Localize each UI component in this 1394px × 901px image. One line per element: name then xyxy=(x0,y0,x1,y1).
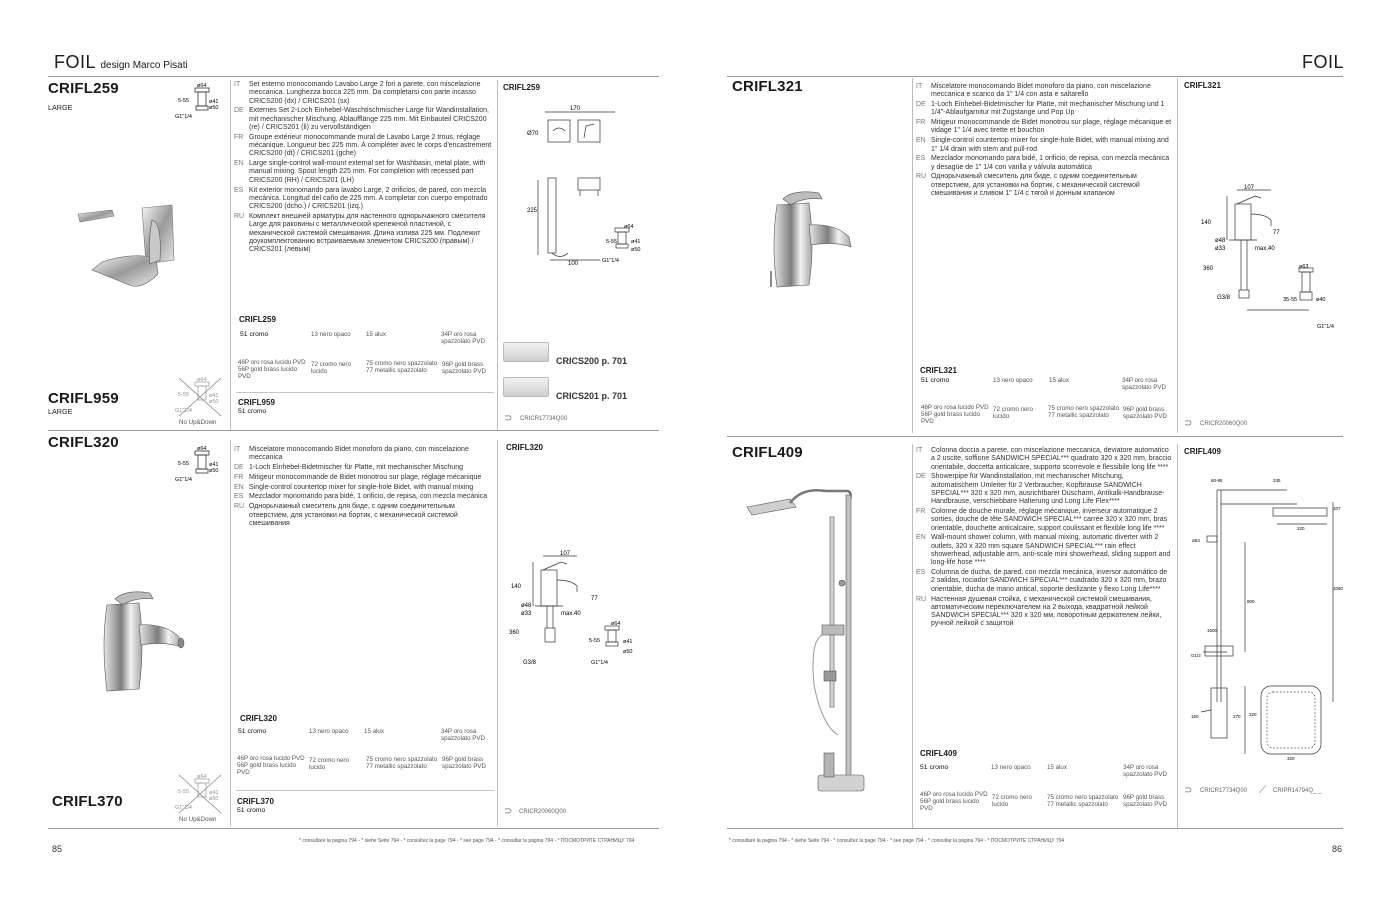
svg-text:G1"1/4: G1"1/4 xyxy=(175,114,192,120)
finish-nero-opaco: 13 nero opaco xyxy=(309,728,349,735)
svg-text:100: 100 xyxy=(568,261,579,267)
svg-text:G1"1/4: G1"1/4 xyxy=(591,660,608,666)
finish-cromo-nero-spazzolato: 75 cromo nero spazzolato 77 metallic spazzolato xyxy=(1047,794,1119,808)
hose-icon: ⊃ xyxy=(504,413,513,424)
description-list xyxy=(916,447,1173,630)
finish-cromo-nero-lucido: 72 cromo nero lucido xyxy=(309,757,349,771)
description-es: ES Mezclador monomando para bidé, 1 orificio, de repisa, con mezcla mecánica y desagüe de 1" 1/4 con varilla y válvula automática xyxy=(916,155,1170,171)
finish-cromo-nero-lucido: 72 cromo nero lucido xyxy=(993,406,1033,420)
description-de: DE 1-Loch Einhebel-Bidetmischer für Platte, mit mechanischer Mischung und 1 1/4"-Ablaufgarnitur mit Zugstange und Pop Up xyxy=(916,101,1165,117)
drawing-code: CRIFL321 xyxy=(1184,81,1221,90)
svg-text:ø50: ø50 xyxy=(209,796,219,802)
svg-text:ø41: ø41 xyxy=(631,239,641,245)
svg-text:107: 107 xyxy=(1244,185,1255,191)
section-rule xyxy=(727,436,1343,437)
svg-text:107: 107 xyxy=(560,551,571,557)
finish-alux: 15 alux xyxy=(366,331,386,338)
hose-icon: ⊃ xyxy=(1184,785,1193,796)
footnote: * consultare la pagina 794 - * siehe Seite 794 - * consultez la page 794 - * see page 794 - * consultar la página 794 - * ПОСМОТРИТЕ СТРАНИЦУ 794 xyxy=(729,838,1065,844)
svg-text:360: 360 xyxy=(509,630,520,636)
finish-code: CRIFL320 xyxy=(240,714,277,723)
finish-oro-rosa-lucido: 46P oro rosa lucido PVD 56P gold brass lucido PVD xyxy=(238,359,306,380)
svg-text:max.40: max.40 xyxy=(561,611,581,617)
svg-text:G1"1/4: G1"1/4 xyxy=(602,258,619,264)
header-rule xyxy=(48,76,659,77)
description-es: ES Columna de ducha, de pared, con mezcla mecánica, inversor automático de 2 salidas, rociador SANDWICH SPECIAL*** cuadrado 320 x 320 mm, brazo orientable, ducha de mano antical, soporte deslizante y flexo Long Life**** xyxy=(916,569,1168,593)
product-code: CRIFL321 xyxy=(732,78,803,95)
finish-oro-rosa-spazzolato: 34P oro rosa spazzolato PVD xyxy=(441,331,486,345)
description-fr: FR Mitigeur monocommande de Bidet monotrou sur plage, réglage mécanique xyxy=(234,473,482,481)
svg-text:Ø70: Ø70 xyxy=(527,131,539,137)
description-en: EN Single-control countertop mixer for single-hole Bidet, with manual mixing xyxy=(234,483,474,491)
finish-oro-rosa-lucido: 46P oro rosa lucido PVD 56P gold brass lucido PVD xyxy=(921,404,989,425)
description-en: EN Large single-control wall-mount external set for Washbasin, metal plate, with manual mixing. Spout length 225 mm. For completion with recessed part CRICS200 (RH) / CRICS201 (LH) xyxy=(234,160,486,184)
description-en: EN Single-control countertop mixer for single-hole Bidet, with manual mixing and 1" 1/4 drain with stem and pull-rod xyxy=(916,137,1169,153)
finish-code-2: CRIFL959 xyxy=(238,398,275,407)
finish-rule xyxy=(236,790,494,791)
product-code-2: CRIFL370 xyxy=(52,793,123,810)
svg-text:ø48: ø48 xyxy=(521,603,532,609)
column-divider xyxy=(497,440,498,826)
description-en: EN Wall-mount shower column, with manual mixing, automatic diverter with 2 outlets, 320 x 320 mm square SANDWICH SPECIAL*** rain effect showerhead, adjustable arm, anti-scale mini showerhead, sliding support and long-life hose **** xyxy=(916,534,1171,567)
description-es: ES Kit exterior monomando para lavabo Large, 2 orificios, de pared, con mezcla mecánica. Longitud del caño de 225 mm. A completar con cuerpo empotrado CRICS200 (dcho.) / CRICS201 (izq.) xyxy=(234,186,488,211)
finish-gold-brass-spazzolato: 96P gold brass spazzolato PVD xyxy=(1123,794,1168,808)
finish-gold-brass-spazzolato: 96P gold brass spazzolato PVD xyxy=(442,361,487,375)
svg-text:ø33: ø33 xyxy=(521,611,532,617)
header xyxy=(54,52,188,73)
column-divider xyxy=(230,440,231,826)
finish-code-2-value: 51 cromo xyxy=(237,807,266,814)
description-it: IT Set esterno monocomando Lavabo Large 2 fori a parete, con miscelazione meccanica. Lunghezza bocca 225 mm. Da completarsi con parte incasso CRICS200 (dx) / CRICS201 (sx) xyxy=(234,81,481,105)
drawing-code: CRIFL409 xyxy=(1184,447,1221,456)
column-divider xyxy=(1177,78,1178,433)
finish-cromo-nero-spazzolato: 75 cromo nero spazzolato 77 metallic spazzolato xyxy=(366,756,438,770)
svg-text:320: 320 xyxy=(1287,756,1295,761)
description-ru: RU Настенная душевая стойка, с механической системой смешивания, автоматическим переключателем на 2 выхода, квадратной лейкой SANDWICH SPECIAL*** 320 х 320 мм, поворотным держателем лейки, ручной лейкой с защитой xyxy=(916,595,1162,628)
svg-text:ø64: ø64 xyxy=(197,83,207,89)
svg-text:ø64: ø64 xyxy=(197,774,207,780)
header-subtitle: design Marco Pisati xyxy=(100,60,188,71)
finish-nero-opaco: 13 nero opaco xyxy=(311,331,351,338)
svg-text:360: 360 xyxy=(1203,266,1214,272)
footer-rule xyxy=(48,828,659,829)
finish-gold-brass-spazzolato: 96P gold brass spazzolato PVD xyxy=(442,756,487,770)
svg-text:ø41: ø41 xyxy=(209,99,219,105)
finish-cromo: 51 cromo xyxy=(238,728,267,735)
svg-text:5-55: 5-55 xyxy=(178,392,190,398)
description-es: ES Mezclador monomando para bidé, 1 orificio, de repisa, con mezcla mecánica xyxy=(234,493,488,501)
spare-part-ref: CRICR17734Q00 xyxy=(1200,788,1248,794)
description-it: IT Miscelatore monocomando Bidet monoforo da piano, con miscelazione meccanica xyxy=(234,446,469,462)
finish-oro-rosa-lucido: 46P oro rosa lucido PVD 56P gold brass lucido PVD xyxy=(237,755,305,776)
product-photo xyxy=(767,185,867,295)
finish-oro-rosa-lucido: 46P oro rosa lucido PVD 56P gold brass lucido PVD xyxy=(920,791,988,812)
hose-icon: ⊃ xyxy=(504,806,513,817)
description-ru: RU Комплект внешней арматуры для настенного однорычажного смесителя Large для раковины с металлической крепежной пластиной, с механической системой смешивания. Длина излива 225 мм. Подлежит доукомплектованию встраиваемым элементом CRICS200 (правым) / CRICS201 (левым) xyxy=(234,212,486,254)
svg-text:ø50: ø50 xyxy=(209,399,219,405)
description-it: IT Miscelatore monocomando Bidet monoforo da piano, con miscelazione meccanica e scarico da 1" 1/4 con asta e saltarello xyxy=(916,83,1151,99)
finish-nero-opaco: 13 nero opaco xyxy=(993,377,1033,384)
finish-oro-rosa-spazzolato: 34P oro rosa spazzolato PVD xyxy=(1123,764,1168,778)
svg-text:ø50: ø50 xyxy=(631,247,641,253)
svg-text:ø41: ø41 xyxy=(209,790,219,796)
svg-text:ø48: ø48 xyxy=(1215,238,1226,244)
no-updown-label: No Up&Down xyxy=(179,419,217,426)
description-de: DE Externes Set 2-Loch Einhebel-Waschtischmischer Large für Wandinstallation, mit mechanischer Mischung. Ablaufflänge 225 mm. Mit Einbauteil CRICS200 (re) / CRICS201 (li) zu vervollständigen xyxy=(234,107,489,131)
svg-text:G1"1/4: G1"1/4 xyxy=(175,805,192,811)
page-number: 85 xyxy=(52,844,63,854)
svg-text:5-55: 5-55 xyxy=(589,638,601,644)
finish-nero-opaco: 13 nero opaco xyxy=(991,764,1031,771)
description-de: DE 1-Loch Einhebel-Bidetmischer für Platte, mit mechanischer Mischung xyxy=(234,464,463,472)
header-title: FOIL xyxy=(1302,52,1345,72)
waste-drawing-crossed xyxy=(175,376,225,418)
finish-cromo: 51 cromo xyxy=(921,377,950,384)
svg-text:5-55: 5-55 xyxy=(606,239,618,245)
svg-text:ø50: ø50 xyxy=(209,105,219,111)
recessed-part-image xyxy=(503,342,549,362)
column-divider xyxy=(1177,444,1178,828)
svg-text:ø41: ø41 xyxy=(209,462,219,468)
svg-text:G1"1/4: G1"1/4 xyxy=(1317,324,1334,330)
drawing-code: CRIFL259 xyxy=(503,83,540,92)
spare-part-ref: CRICR20060Q00 xyxy=(519,809,567,815)
finish-cromo-nero-spazzolato: 75 cromo nero spazzolato 77 metallic spazzolato xyxy=(366,360,438,374)
svg-text:35-55: 35-55 xyxy=(1283,297,1298,303)
svg-text:ø63: ø63 xyxy=(1299,264,1309,270)
description-fr: FR Colonne de douche murale, réglage mécanique, inverseur automatique 2 sorties, douche de tête SANDWICH SPECIAL*** carrée 320 x 320 mm, bras orientable, douchette anticalcaire, support coulissant et flexible long life **** xyxy=(916,508,1168,532)
product-size-2: LARGE xyxy=(48,407,73,416)
page-number: 86 xyxy=(1332,844,1343,854)
svg-text:G1/2: G1/2 xyxy=(1191,653,1201,658)
description-list xyxy=(234,81,492,256)
svg-text:335: 335 xyxy=(1273,478,1281,483)
finish-cromo-nero-lucido: 72 cromo nero lucido xyxy=(311,361,351,375)
finish-oro-rosa-spazzolato: 34P oro rosa spazzolato PVD xyxy=(441,728,486,742)
spare-part-ref-2: CRIPR14794Q_ _ xyxy=(1273,788,1322,794)
product-code: CRIFL259 xyxy=(48,80,119,97)
svg-text:80-95: 80-95 xyxy=(1211,478,1223,483)
svg-text:170: 170 xyxy=(570,106,581,112)
right-page xyxy=(697,0,1394,901)
svg-text:270: 270 xyxy=(1233,714,1241,719)
column-divider xyxy=(497,80,498,430)
waste-drawing xyxy=(175,445,225,487)
svg-text:max.40: max.40 xyxy=(1255,246,1275,252)
header-rule xyxy=(727,76,1343,77)
svg-text:800: 800 xyxy=(1247,599,1255,604)
finish-cromo: 51 cromo xyxy=(920,764,949,771)
hose-icon: ⊃ xyxy=(1184,418,1193,429)
finish-gold-brass-spazzolato: 96P gold brass spazzolato PVD xyxy=(1123,406,1168,420)
svg-text:ø50: ø50 xyxy=(623,649,633,655)
finish-code: CRIFL321 xyxy=(920,366,957,375)
svg-text:G1"1/4: G1"1/4 xyxy=(175,477,192,483)
description-list xyxy=(234,446,492,530)
svg-text:5-55: 5-55 xyxy=(178,461,190,467)
waste-drawing xyxy=(175,82,225,124)
column-divider xyxy=(912,78,913,433)
description-list xyxy=(916,83,1173,200)
product-code-2: CRIFL959 xyxy=(48,390,119,407)
svg-text:140: 140 xyxy=(511,584,522,590)
svg-text:ø63: ø63 xyxy=(1192,538,1200,543)
svg-text:5-55: 5-55 xyxy=(178,98,190,104)
product-code: CRIFL320 xyxy=(48,434,119,451)
svg-text:G3/8: G3/8 xyxy=(1217,295,1231,301)
svg-text:ø50: ø50 xyxy=(209,468,219,474)
finish-oro-rosa-spazzolato: 34P oro rosa spazzolato PVD xyxy=(1122,377,1167,391)
svg-text:ø64: ø64 xyxy=(197,377,207,383)
footnote: * consultare la pagina 794 - * siehe Seite 794 - * consultez la page 794 - * see page 794 - * consultar la página 794 - * ПОСМОТРИТЕ СТРАНИЦУ 794 xyxy=(299,838,635,844)
recessed-part-ref: CRICS200 p. 701 xyxy=(556,356,628,366)
svg-text:77: 77 xyxy=(1273,230,1280,236)
product-photo xyxy=(95,585,195,695)
finish-rule xyxy=(236,392,494,393)
product-photo xyxy=(72,200,182,295)
product-code: CRIFL409 xyxy=(732,444,803,461)
svg-text:G3/8: G3/8 xyxy=(523,660,537,666)
description-it: IT Colonna doccia a parete, con miscelazione meccanica, deviatore automatico a 2 uscite, soffione SANDWICH SPECIAL*** quadrato 320 x 320 mm, braccio orientabile, doccetta anticalcare, supporto scorrevole e flessibile long life **** xyxy=(916,447,1172,471)
footer-rule xyxy=(727,828,1343,829)
technical-drawing xyxy=(520,100,660,275)
svg-text:5-55: 5-55 xyxy=(178,789,190,795)
description-ru: RU Однорычажный смеситель для биде, с одним соединительным отверстием, для установки на бортик, с механической системой смешивания и сливом 1" 1/4 с тягой и донным клапаном xyxy=(916,173,1140,198)
column-divider xyxy=(230,80,231,430)
finish-code-2: CRIFL370 xyxy=(237,797,274,806)
handshower-icon: ⟋ xyxy=(1259,785,1266,796)
technical-drawing xyxy=(505,548,655,668)
technical-drawing xyxy=(1187,472,1347,772)
svg-text:ø40: ø40 xyxy=(1316,297,1326,303)
header-title: FOIL xyxy=(54,52,97,72)
finish-cromo-nero-spazzolato: 75 cromo nero spazzolato 77 metallic spazzolato xyxy=(1048,405,1120,419)
header xyxy=(1302,52,1344,73)
finish-cromo: 51 cromo xyxy=(240,331,269,338)
svg-text:ø64: ø64 xyxy=(624,224,634,230)
finish-cromo-nero-lucido: 72 cromo nero lucido xyxy=(992,794,1032,808)
svg-text:320: 320 xyxy=(1297,526,1305,531)
drawing-code: CRIFL320 xyxy=(506,443,543,452)
finish-code: CRIFL409 xyxy=(920,749,957,758)
description-fr: FR Groupe extérieur monocommande mural de Lavabo Large 2 trous, réglage mécanique. Longueur bec 225 mm. À compléter avec le corps d'encastrement CRICS200 (dt) / CRICS201 (gche) xyxy=(234,133,492,158)
column-divider xyxy=(912,444,913,828)
description-de: DE Showerpipe für Wandinstallation, mit mechanischer Mischung, automatischem Umleiter für 2 Verbraucher, Kopfbrause SANDWICH SPECIAL*** 320 x 320 mm, ausrichtbarer Duscharm, Antikalk-Handbrause-Handbrause, verschiebbare Halterung und Long Life Flex**** xyxy=(916,473,1165,506)
svg-text:1500: 1500 xyxy=(1207,628,1218,633)
finish-alux: 15 alux xyxy=(1049,377,1069,384)
finish-code: CRIFL259 xyxy=(239,315,276,324)
svg-text:ø41: ø41 xyxy=(623,639,633,645)
spare-part-ref: CRICR20060Q00 xyxy=(1200,421,1248,427)
svg-text:ø41: ø41 xyxy=(209,393,219,399)
product-photo xyxy=(742,485,867,815)
svg-text:ø64: ø64 xyxy=(611,621,621,627)
finish-alux: 15 alux xyxy=(364,728,384,735)
finish-code-2-value: 51 cromo xyxy=(238,408,267,415)
finish-alux: 15 alux xyxy=(1047,764,1067,771)
svg-text:ø33: ø33 xyxy=(1215,246,1226,252)
svg-text:225: 225 xyxy=(527,208,538,214)
svg-text:G1"1/4: G1"1/4 xyxy=(175,408,192,414)
svg-text:ø64: ø64 xyxy=(197,446,207,452)
description-fr: FR Mitigeur monocommande de Bidet monotrou sur plage, réglage mécanique et vidage 1" 1/4 avec tirette et bouchon xyxy=(916,119,1172,135)
svg-text:1060: 1060 xyxy=(1333,586,1344,591)
product-size: LARGE xyxy=(48,103,73,112)
svg-text:320: 320 xyxy=(1249,712,1257,717)
description-ru: RU Однорычажный смеситель для биде, с одним соединительным отверстием, для установки на бортик, с механической системой смешивания xyxy=(234,503,458,527)
svg-text:150: 150 xyxy=(1191,714,1199,719)
waste-drawing-crossed xyxy=(175,773,225,815)
recessed-part-image xyxy=(503,377,549,397)
section-rule xyxy=(48,430,659,431)
svg-text:107: 107 xyxy=(1333,506,1341,511)
svg-text:77: 77 xyxy=(591,596,598,602)
spare-part-ref: CRICR17734Q00 xyxy=(520,416,568,422)
recessed-part-ref-2: CRICS201 p. 701 xyxy=(556,391,628,401)
svg-text:140: 140 xyxy=(1201,220,1212,226)
no-updown-label: No Up&Down xyxy=(179,816,217,823)
technical-drawing xyxy=(1199,182,1349,334)
